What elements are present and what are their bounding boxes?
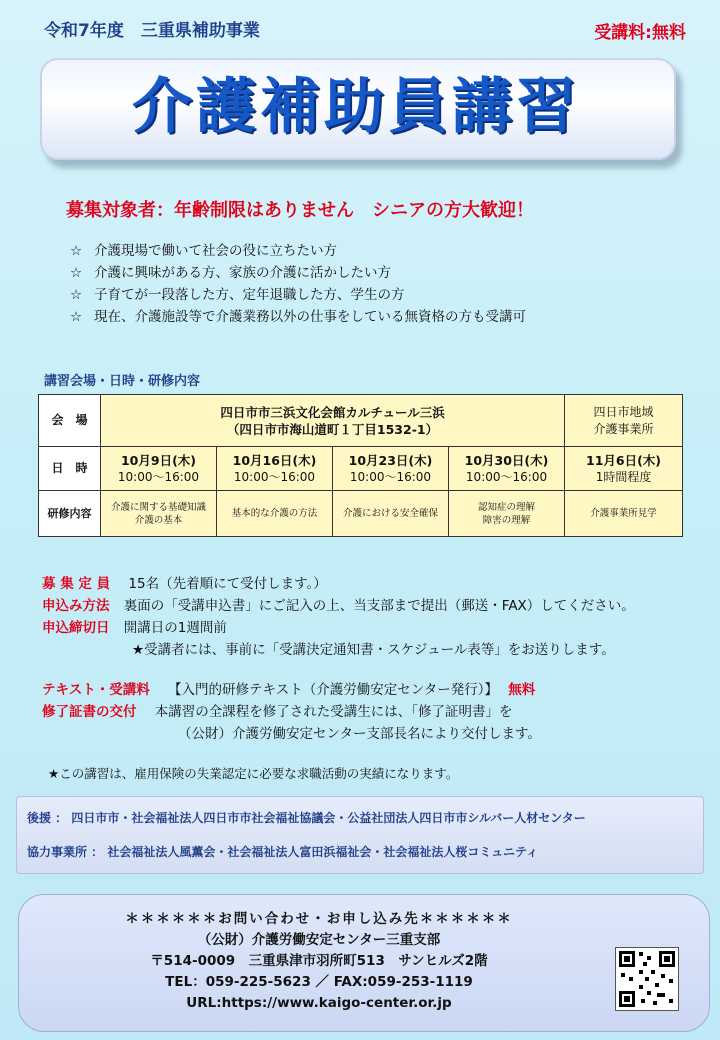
cert-label: 修了証書の交付 [42, 704, 137, 720]
schedule-section-title: 講習会場・日時・研修内容 [44, 374, 201, 389]
star-icon: ☆ [70, 287, 83, 303]
deadline-value: 開講日の1週間前 [123, 620, 227, 636]
apply-label: 申込み方法 [42, 598, 110, 614]
content-cell: 介護事業所見学 [565, 491, 683, 537]
eligibility-list [70, 240, 526, 328]
date-cell: 10月23日(木) 10:00～16:00 [333, 447, 449, 491]
apply-value: 裏面の「受講申込書」にご記入の上、当支部まで提出（郵送・FAX）してください。 [123, 598, 635, 614]
employment-note: ★この講習は、雇用保険の失業認定に必要な求職活動の実績になります。 [48, 766, 459, 781]
capacity-row [42, 572, 327, 592]
venue-label: 会 場 [39, 395, 101, 447]
cert-value-1: 本講習の全課程を修了された受講生には、「修了証明書」を [154, 704, 513, 720]
apply-row [42, 594, 635, 614]
qr-code-graphic [616, 948, 678, 1010]
date-cell: 10月16日(木) 10:00～16:00 [217, 447, 333, 491]
content-label: 研修内容 [39, 491, 101, 537]
deadline-label: 申込締切日 [42, 620, 110, 636]
text-row [42, 678, 535, 698]
page-title: 介護補助員講習 [132, 72, 580, 142]
contact-org: （公財）介護労働安定センター三重支部 [197, 932, 441, 948]
table-row [39, 447, 683, 491]
text-label: テキスト・受講料 [42, 682, 150, 698]
star-icon: ☆ [70, 309, 83, 325]
contact-heading: ＊＊＊＊＊＊お問い合わせ・お申し込み先＊＊＊＊＊＊ [125, 911, 513, 927]
qr-code-icon[interactable] [615, 947, 679, 1011]
contact-address: 〒514-0009 三重県津市羽所町513 サンヒルズ2階 [150, 953, 488, 969]
schedule-table [38, 394, 683, 537]
capacity-value: 15名（先着順にて受付します。） [128, 576, 327, 592]
fee-badge: 受講料:無料 [594, 23, 686, 43]
table-row [39, 395, 683, 447]
venue-cell: 四日市市三浜文化会館カルチュール三浜 （四日市市海山道町１丁目1532-1） [101, 395, 565, 447]
list-item: ☆ 現在、介護施設等で介護業務以外の仕事をしている無資格の方も受講可 [70, 306, 526, 328]
contact-url[interactable]: URL:https://www.kaigo-center.or.jp [186, 995, 452, 1011]
support-box [16, 796, 704, 874]
cert-row [42, 700, 513, 720]
text-free: 無料 [508, 682, 536, 698]
target-audience: 募集対象者：年齢制限はありません シニアの方大歓迎！ [66, 200, 534, 221]
contact-box [18, 894, 710, 1032]
venue-alt-cell: 四日市地域 介護事業所 [565, 395, 683, 447]
date-label: 日 時 [39, 447, 101, 491]
deadline-row [42, 616, 227, 636]
partners-line: 協力事業所 ： 社会福祉法人風薫会・社会福祉法人富田浜福祉会・社会福祉法人桜コミュニティ [27, 845, 539, 859]
list-item: ☆ 子育てが一段落した方、定年退職した方、学生の方 [70, 284, 526, 306]
deadline-note: ★受講者には、事前に「受講決定通知書・スケジュール表等」をお送りします。 [132, 642, 615, 658]
cert-value-2: （公財）介護労働安定センター支部長名により交付します。 [178, 726, 541, 742]
star-icon: ☆ [70, 243, 83, 259]
date-cell: 11月6日(木) 1時間程度 [565, 447, 683, 491]
content-cell: 基本的な介護の方法 [217, 491, 333, 537]
contact-phone: TEL：059-225-5623 ／ FAX:059-253-1119 [165, 974, 473, 990]
contact-lines [19, 909, 619, 1014]
capacity-label: 募 集 定 員 [42, 576, 111, 592]
star-icon: ☆ [70, 265, 83, 281]
content-cell: 介護における安全確保 [333, 491, 449, 537]
text-value: 【入門的研修テキスト（介護労働安定センター発行）】 [168, 682, 498, 698]
content-cell: 介護に関する基礎知識 介護の基本 [101, 491, 217, 537]
date-cell: 10月9日(木) 10:00～16:00 [101, 447, 217, 491]
date-cell: 10月30日(木) 10:00～16:00 [449, 447, 565, 491]
header-subtitle: 令和7年度 三重県補助事業 [44, 21, 260, 41]
list-item: ☆ 介護現場で働いて社会の役に立ちたい方 [70, 240, 526, 262]
table-row [39, 491, 683, 537]
sponsors-line: 後援 ： 四日市市・社会福祉法人四日市市社会福祉協議会・公益社団法人四日市市シルバー人材センター [27, 811, 586, 825]
list-item: ☆ 介護に興味がある方、家族の介護に活かしたい方 [70, 262, 526, 284]
content-cell: 認知症の理解 障害の理解 [449, 491, 565, 537]
